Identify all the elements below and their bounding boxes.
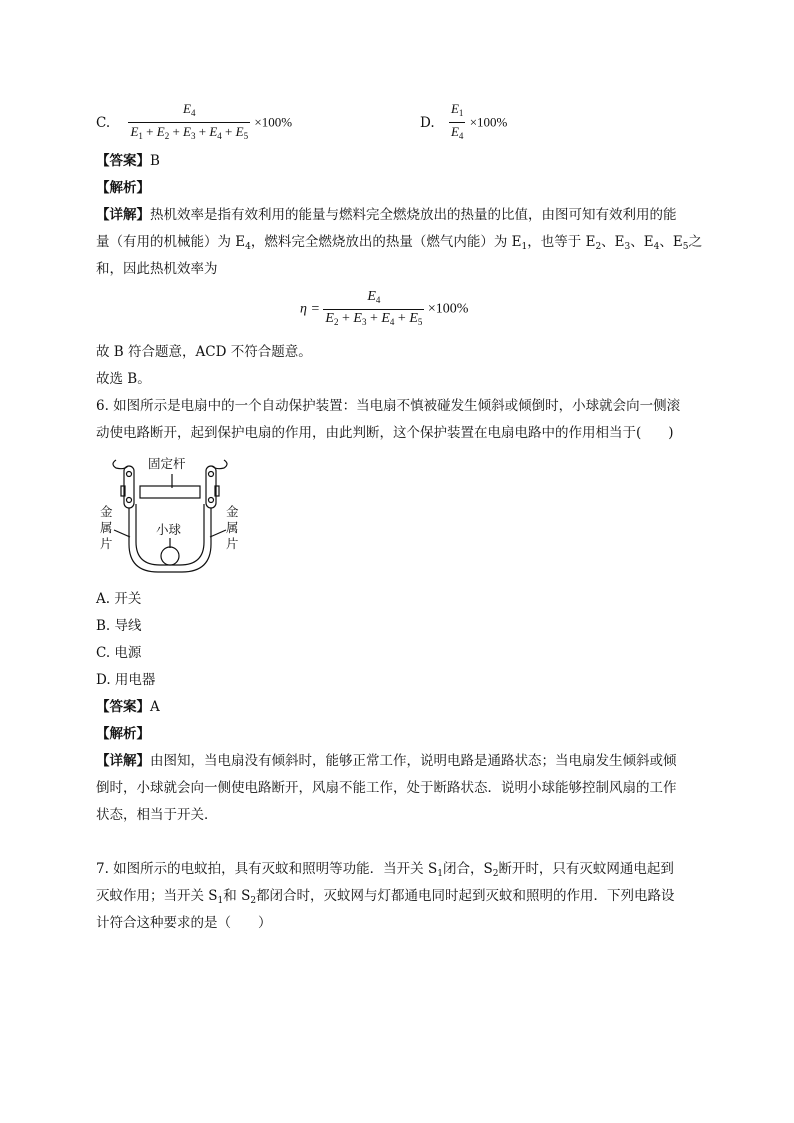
answer-tag: 【答案】 [96, 153, 150, 169]
q6-option-c: C. 电源 [96, 645, 142, 661]
ball [161, 547, 179, 565]
q7-line1: 7. 如图所示的电蚊拍，具有灭蚊和照明等功能．当开关 $S_1$闭合，$S_2$断开时，只有灭蚊网通电起到 [96, 861, 674, 879]
answer-tag: 【答案】 [96, 699, 150, 715]
detail-tag: 【详解】 [96, 207, 150, 223]
q5-conclusion-2: 故选 B。 [96, 371, 151, 387]
option-d-fraction [449, 100, 465, 145]
q5-detail-line1: 【详解】热机效率是指有效利用的能量与燃料完全燃烧放出的热量的比值，由图可知有效利用的能 [96, 207, 677, 223]
answer-value: B [150, 153, 160, 169]
q6-detail-line3: 状态，相当于开关． [96, 807, 218, 823]
option-d-suffix: ×100% [469, 114, 508, 130]
q5-detail-line2: 量（有用的机械能）为 $E_4$，燃料完全燃烧放出的热量（燃气内能）为 $E_1$，也等于 $E_2$、$E_3$、$E_4$、$E_5$之 [96, 234, 702, 252]
q5-detail-line3: 和，因此热机效率为 [96, 261, 218, 277]
q6-option-d: D. 用电器 [96, 672, 156, 688]
q5-conclusion-1: 故 B 符合题意，ACD 不符合题意。 [96, 344, 312, 360]
left-bracket [121, 486, 125, 496]
q6-detail-line1: 【详解】由图知，当电扇没有倾斜时，能够正常工作，说明电路是通路状态；当电扇发生倾斜或倾 [96, 753, 677, 769]
right-leader [210, 530, 226, 537]
answer-value: A [150, 699, 160, 715]
q7-line3: 计符合这种要求的是（ ） [96, 915, 272, 931]
formula-fraction [323, 288, 424, 331]
option-d-label: D. [420, 114, 435, 131]
option-c-numerator: $E_4$ [128, 100, 250, 123]
efficiency-formula [300, 288, 468, 331]
option-c [96, 100, 292, 145]
left-leader [114, 530, 130, 537]
formula-lhs: η = [300, 301, 320, 317]
q5-analysis-tag: 【解析】 [96, 180, 150, 196]
ball-label: 小球 [156, 522, 182, 537]
option-c-label: C. [96, 114, 111, 131]
left-metal-label: 金 属 片 [100, 504, 113, 551]
option-d-denominator: $E_4$ [450, 124, 464, 141]
option-c-fraction [128, 100, 250, 145]
q6-detail-line2: 倒时，小球就会向一侧使电路断开，风扇不能工作，处于断路状态．说明小球能够控制风扇的工作 [96, 780, 677, 796]
formula-denominator: $E_2 + E_3 + E_4 + E_5$ [325, 311, 423, 327]
q6-option-b: B. 导线 [96, 618, 142, 634]
option-c-suffix: ×100% [254, 114, 293, 130]
q6-answer [96, 698, 160, 716]
formula-numerator: $E_4$ [323, 288, 424, 310]
q6-stem-line1: 6. 如图所示是电扇中的一个自动保护装置：当电扇不慎被碰发生倾斜或倾倒时，小球就会向一侧滚 [96, 398, 681, 414]
formula-suffix: ×100% [427, 301, 469, 317]
option-c-denominator: $E_1 + E_2 + E_3 + E_4 + E_5$ [130, 124, 249, 141]
protection-device-figure [100, 452, 240, 582]
q6-stem-line2: 动使电路断开，起到保护电扇的作用，由此判断，这个保护装置在电扇电路中的作用相当于( ) [96, 425, 674, 441]
q7-line2: 灭蚊作用；当开关 $S_1$和 $S_2$都闭合时，灭蚊网与灯都通电同时起到灭蚊和照明的作用．下列电路设 [96, 888, 675, 906]
right-metal-label: 金 属 片 [226, 504, 239, 551]
q6-analysis-tag: 【解析】 [96, 726, 150, 742]
detail-tag: 【详解】 [96, 753, 150, 769]
rod-label: 固定杆 [148, 456, 186, 471]
fixed-rod [140, 486, 200, 498]
q6-option-a: A. 开关 [96, 591, 142, 607]
option-d [420, 100, 507, 145]
option-d-numerator: $E_1$ [449, 100, 465, 123]
q5-answer [96, 152, 160, 170]
